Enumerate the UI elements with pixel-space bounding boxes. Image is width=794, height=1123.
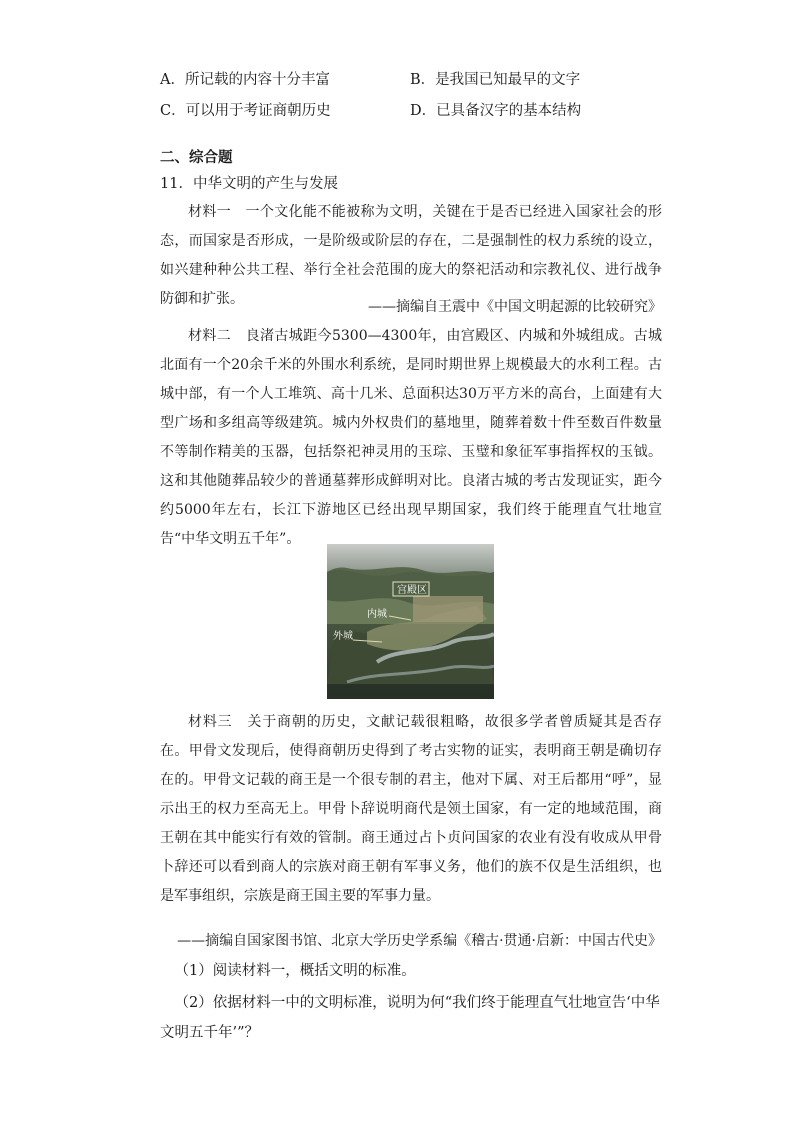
label-palace-area: 宫殿区	[397, 585, 427, 596]
section-title: 二、综合题	[160, 149, 233, 166]
question-title: 11．中华文明的产生与发展	[160, 176, 338, 192]
material-3-text: 材料三 关于商朝的历史，文献记载很粗略，故很多学者曾质疑其是否存在。甲骨文发现后，使得商朝历史得到了考古实物的证实，表明商王朝是确切存在的。甲骨文记载的商王是一个很专制的君主，他对下属、对王后都用“呼”，显示出王的权力至高无上。甲骨卜辞说明商代是领土国家，有一定的地域范围，商王朝在其中能实行有效的管制。商王通过占卜贞问国家的农业有没有收成从甲骨卜辞还可以看到商人的宗族对商王朝有军事义务，他们的族不仅是生活组织，也是军事组织，宗族是商王国主要的军事力量。	[160, 714, 662, 904]
material-3-source: ——摘编自国家图书馆、北京大学历史学系编《稽古·贯通·启新：中国古代史》	[177, 933, 662, 949]
label-outer-city: 外城	[333, 631, 353, 642]
option-a: A．所记载的内容十分丰富	[160, 72, 330, 88]
option-b: B．是我国已知最早的文字	[410, 72, 581, 88]
aerial-map-graphic	[327, 544, 494, 699]
liangzhu-aerial-photo	[327, 544, 494, 699]
material-1-source: ——摘编自王震中《中国文明起源的比较研究》	[368, 299, 662, 315]
option-c: C．可以用于考证商朝历史	[160, 103, 331, 119]
material-2-text: 材料二 良渚古城距今5300—4300年，由宫殿区、内城和外城组成。古城北面有一个20余千米的外围水利系统，是同时期世界上规模最大的水利工程。古城中部，有一个人工堆筑、高十几米、总面积达30万平方米的高台，上面建有大型广场和多组高等级建筑。城内外权贵们的墓地里，随葬着数十件至数百件数量不等制作精美的玉器，包括祭祀神灵用的玉琮、玉璧和象征军事指挥权的玉钺。这和其他随葬品较少的普通墓葬形成鲜明对比。良渚古城的考古发现证实，距今约5000年左右，长江下游地区已经出现早期国家，我们终于能理直气壮地宣告“中华文明五千年”。	[160, 328, 662, 547]
question-2: （2）依据材料一中的文明标准，说明为何“我们终于能理直气壮地宣告‘中华文明五千年’”？	[160, 995, 660, 1041]
question-1: （1）阅读材料一，概括文明的标准。	[174, 963, 416, 979]
label-inner-city: 内城	[367, 609, 387, 620]
material-1-text: 材料一 一个文化能不能被称为文明，关键在于是否已经进入国家社会的形态，而国家是否形成，一是阶级或阶层的存在，二是强制性的权力系统的设立，如兴建种种公共工程、举行全社会范围的庞大的祭祀活动和宗教礼仪、进行战争防御和扩张。	[160, 204, 662, 307]
option-d: D．已具备汉字的基本结构	[410, 103, 582, 119]
